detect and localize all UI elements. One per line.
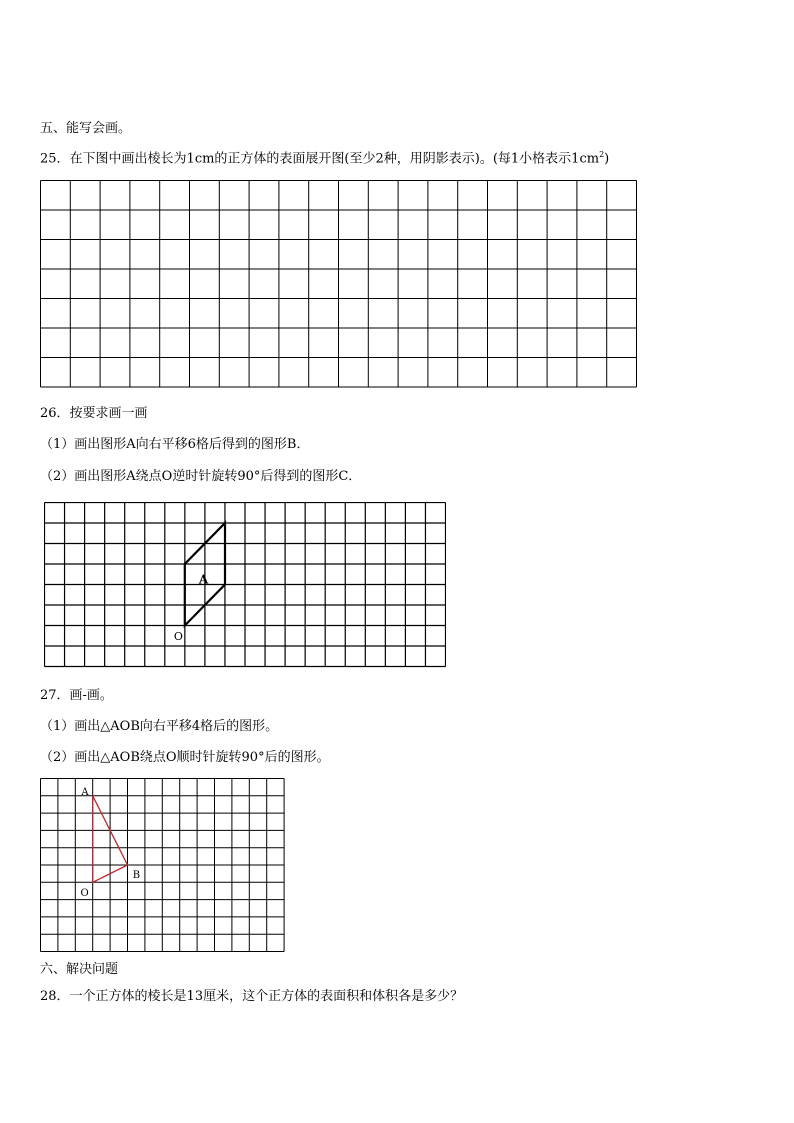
grid-q25 <box>40 180 640 388</box>
question-25-text: 25．在下图中画出棱长为1cm的正方体的表面展开图(至少2种，用阴影表示)。(每1小格表示1cm <box>40 151 600 167</box>
question-25-close: ) <box>604 151 610 167</box>
question-26-title: 26．按要求画一画 <box>40 406 148 421</box>
section-5-heading: 五、能写会画。 <box>40 121 132 136</box>
question-27-part2: （2）画出△AOB绕点O顺时针旋转90°后的图形。 <box>40 750 330 765</box>
question-25-superscript: 2 <box>599 150 605 159</box>
grid-q27-svg <box>40 778 288 956</box>
label-o: O <box>173 629 183 643</box>
label-b: B <box>132 869 141 881</box>
grid-q27 <box>40 778 288 956</box>
question-26-part1: （1）画出图形A向右平移6格后得到的图形B． <box>40 437 310 452</box>
question-27-title: 27．画-画。 <box>40 688 113 703</box>
grid-q26 <box>44 502 446 668</box>
grid-q25-svg <box>40 180 640 388</box>
question-28: 28．一个正方体的棱长是13厘米，这个正方体的表面积和体积各是多少？ <box>40 989 464 1004</box>
label-a: A <box>198 572 209 587</box>
label-o: O <box>80 888 89 900</box>
question-25 <box>40 147 609 167</box>
question-26-part2: （2）画出图形A绕点O逆时针旋转90°后得到的图形C． <box>40 469 362 484</box>
label-a: A <box>81 786 89 798</box>
question-27-part1: （1）画出△AOB向右平移4格后的图形。 <box>40 719 279 734</box>
section-6-heading: 六、解决问题 <box>40 962 119 977</box>
grid-q26-svg <box>44 502 446 668</box>
